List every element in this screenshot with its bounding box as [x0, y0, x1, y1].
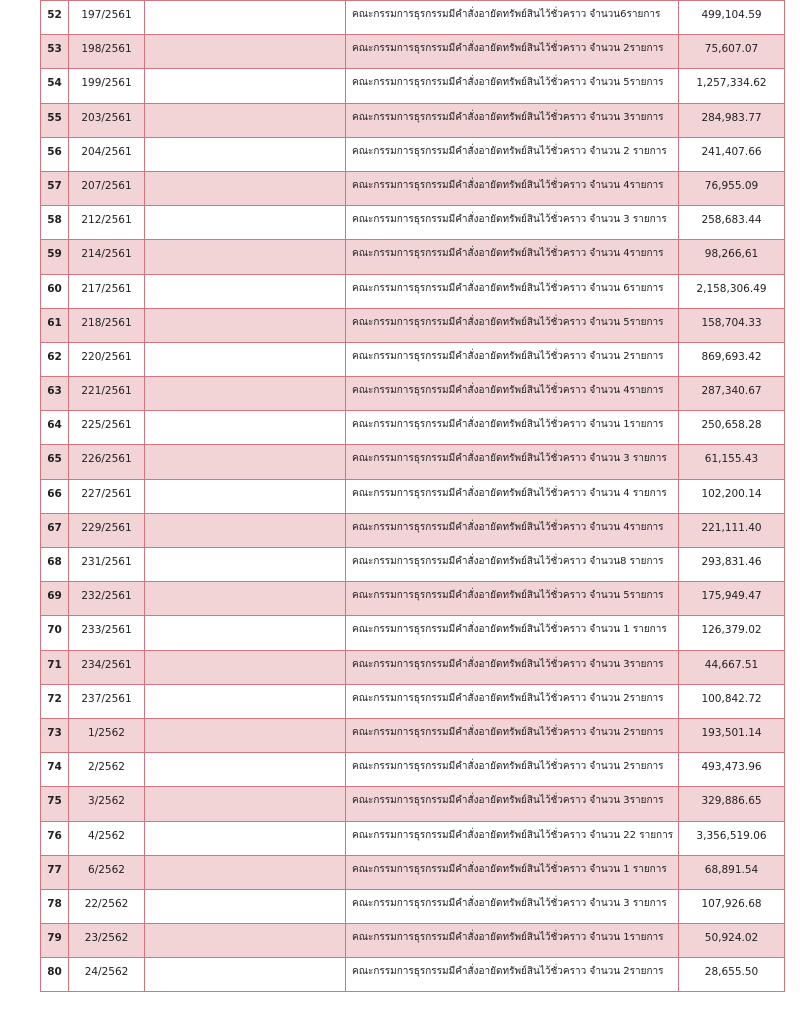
case-reference-cell [69, 582, 145, 616]
frozen-amount-cell [679, 924, 785, 958]
frozen-amount-cell [679, 616, 785, 650]
order-description-cell [346, 650, 679, 684]
case-reference: 212/2561 [81, 214, 132, 227]
case-reference-cell [69, 274, 145, 308]
case-reference-cell [69, 103, 145, 137]
frozen-amount-cell [679, 684, 785, 718]
row-number-cell [41, 548, 69, 582]
table-row [41, 342, 785, 376]
empty-cell-cell [145, 958, 346, 992]
frozen-amount-cell [679, 69, 785, 103]
row-number-cell [41, 753, 69, 787]
frozen-amount-cell [679, 787, 785, 821]
case-reference-cell [69, 377, 145, 411]
order-description-cell [346, 206, 679, 240]
order-description-cell [346, 342, 679, 376]
order-description: คณะกรรมการธุรกรรมมีคำสั่งอายัดทรัพย์สินไว้ชั่วคราว จำนวน 2รายการ [352, 43, 664, 55]
row-number: 63 [47, 385, 62, 398]
frozen-amount-cell [679, 240, 785, 274]
table-row [41, 753, 785, 787]
frozen-amount-cell [679, 137, 785, 171]
case-reference-cell [69, 513, 145, 547]
case-reference-cell [69, 1, 145, 35]
row-number: 77 [47, 863, 62, 876]
order-description: คณะกรรมการธุรกรรมมีคำสั่งอายัดทรัพย์สินไว้ชั่วคราว จำนวน 3รายการ [352, 111, 664, 123]
row-number-cell [41, 582, 69, 616]
order-description: คณะกรรมการธุรกรรมมีคำสั่งอายัดทรัพย์สินไว้ชั่วคราว จำนวน 5รายการ [352, 77, 664, 89]
frozen-amount: 102,200.14 [701, 487, 762, 500]
case-reference-cell [69, 548, 145, 582]
order-description-cell [346, 787, 679, 821]
case-reference: 199/2561 [81, 77, 132, 90]
case-reference-cell [69, 206, 145, 240]
case-reference-cell [69, 411, 145, 445]
frozen-amount: 329,886.65 [701, 795, 762, 808]
row-number-cell [41, 889, 69, 923]
frozen-amount: 3,356,519.06 [696, 829, 767, 842]
order-description: คณะกรรมการธุรกรรมมีคำสั่งอายัดทรัพย์สินไว้ชั่วคราว จำนวน 3รายการ [352, 795, 664, 807]
table-row [41, 821, 785, 855]
frozen-amount: 98,266,61 [704, 248, 759, 261]
table-row [41, 582, 785, 616]
table-body [41, 1, 785, 992]
order-description: คณะกรรมการธุรกรรมมีคำสั่งอายัดทรัพย์สินไว้ชั่วคราว จำนวน6รายการ [352, 9, 661, 20]
frozen-amount-cell [679, 718, 785, 752]
empty-cell-cell [145, 377, 346, 411]
order-description-cell [346, 479, 679, 513]
frozen-amount-cell [679, 35, 785, 69]
case-reference-cell [69, 342, 145, 376]
row-number: 60 [47, 282, 62, 295]
row-number: 78 [47, 897, 62, 910]
case-reference: 237/2561 [81, 692, 132, 705]
row-number: 53 [47, 43, 62, 56]
empty-cell-cell [145, 889, 346, 923]
empty-cell-cell [145, 821, 346, 855]
row-number: 76 [47, 829, 62, 842]
empty-cell-cell [145, 684, 346, 718]
case-reference: 203/2561 [81, 111, 132, 124]
frozen-amount: 107,926.68 [701, 897, 762, 910]
frozen-amount: 2,158,306.49 [696, 282, 767, 295]
frozen-amount: 175,949.47 [701, 590, 762, 603]
order-description-cell [346, 958, 679, 992]
table-row [41, 240, 785, 274]
table-row [41, 445, 785, 479]
empty-cell-cell [145, 69, 346, 103]
frozen-amount: 193,501.14 [701, 726, 762, 739]
order-description-cell [346, 69, 679, 103]
frozen-amount-cell [679, 274, 785, 308]
case-reference-cell [69, 855, 145, 889]
empty-cell-cell [145, 548, 346, 582]
empty-cell-cell [145, 1, 346, 35]
case-reference-cell [69, 718, 145, 752]
case-reference: 3/2562 [88, 795, 125, 808]
frozen-amount: 221,111.40 [701, 521, 762, 534]
empty-cell-cell [145, 308, 346, 342]
frozen-amount-cell [679, 377, 785, 411]
empty-cell-cell [145, 274, 346, 308]
order-description: คณะกรรมการธุรกรรมมีคำสั่งอายัดทรัพย์สินไว้ชั่วคราว จำนวน 2รายการ [352, 726, 664, 738]
case-reference: 220/2561 [81, 350, 132, 363]
row-number: 72 [47, 692, 62, 705]
table-row [41, 958, 785, 992]
case-reference-cell [69, 753, 145, 787]
order-description: คณะกรรมการธุรกรรมมีคำสั่งอายัดทรัพย์สินไว้ชั่วคราว จำนวน 3 รายการ [352, 214, 667, 226]
case-reference: 232/2561 [81, 590, 132, 603]
table-row [41, 616, 785, 650]
row-number: 62 [47, 350, 62, 363]
case-reference: 227/2561 [81, 487, 132, 500]
empty-cell-cell [145, 342, 346, 376]
case-reference: 198/2561 [81, 43, 132, 56]
case-reference: 2/2562 [88, 761, 125, 774]
row-number: 59 [47, 248, 62, 261]
order-description: คณะกรรมการธุรกรรมมีคำสั่งอายัดทรัพย์สินไว้ชั่วคราว จำนวน 3 รายการ [352, 453, 667, 465]
frozen-amount-cell [679, 513, 785, 547]
case-reference: 6/2562 [88, 863, 125, 876]
empty-cell-cell [145, 924, 346, 958]
row-number-cell [41, 171, 69, 205]
row-number: 69 [47, 590, 62, 603]
row-number-cell [41, 924, 69, 958]
row-number-cell [41, 958, 69, 992]
table-row [41, 548, 785, 582]
order-description: คณะกรรมการธุรกรรมมีคำสั่งอายัดทรัพย์สินไว้ชั่วคราว จำนวน 2รายการ [352, 966, 664, 978]
order-description-cell [346, 718, 679, 752]
case-reference-cell [69, 821, 145, 855]
frozen-amount: 258,683.44 [701, 214, 762, 227]
order-description: คณะกรรมการธุรกรรมมีคำสั่งอายัดทรัพย์สินไว้ชั่วคราว จำนวน 6รายการ [352, 282, 664, 294]
order-description: คณะกรรมการธุรกรรมมีคำสั่งอายัดทรัพย์สินไว้ชั่วคราว จำนวน 5รายการ [352, 590, 664, 602]
table-row [41, 684, 785, 718]
row-number-cell [41, 684, 69, 718]
case-reference-cell [69, 69, 145, 103]
frozen-amount: 241,407.66 [701, 145, 762, 158]
row-number: 65 [47, 453, 62, 466]
case-reference-cell [69, 958, 145, 992]
case-reference: 231/2561 [81, 556, 132, 568]
case-reference: 225/2561 [81, 419, 132, 432]
row-number-cell [41, 35, 69, 69]
case-reference-cell [69, 787, 145, 821]
empty-cell-cell [145, 171, 346, 205]
case-reference-cell [69, 445, 145, 479]
row-number-cell [41, 787, 69, 821]
order-description-cell [346, 582, 679, 616]
frozen-amount-cell [679, 582, 785, 616]
row-number: 58 [47, 214, 62, 227]
order-description: คณะกรรมการธุรกรรมมีคำสั่งอายัดทรัพย์สินไว้ชั่วคราว จำนวน 4 รายการ [352, 487, 667, 499]
case-reference: 204/2561 [81, 145, 132, 158]
row-number: 57 [47, 179, 62, 192]
order-description-cell [346, 137, 679, 171]
empty-cell-cell [145, 103, 346, 137]
order-description: คณะกรรมการธุรกรรมมีคำสั่งอายัดทรัพย์สินไว้ชั่วคราว จำนวน 22 รายการ [352, 829, 674, 841]
frozen-amount-cell [679, 958, 785, 992]
row-number: 55 [47, 111, 62, 124]
order-description-cell [346, 753, 679, 787]
order-description: คณะกรรมการธุรกรรมมีคำสั่งอายัดทรัพย์สินไว้ชั่วคราว จำนวน 3รายการ [352, 658, 664, 670]
order-description: คณะกรรมการธุรกรรมมีคำสั่งอายัดทรัพย์สินไว้ชั่วคราว จำนวน 5รายการ [352, 316, 664, 328]
frozen-amount-cell [679, 548, 785, 582]
frozen-amount: 28,655.50 [704, 966, 759, 979]
frozen-amount: 293,831.46 [701, 556, 762, 568]
order-description: คณะกรรมการธุรกรรมมีคำสั่งอายัดทรัพย์สินไว้ชั่วคราว จำนวน 2 รายการ [352, 145, 667, 157]
row-number: 71 [47, 658, 62, 671]
row-number-cell [41, 855, 69, 889]
table-row [41, 855, 785, 889]
case-reference: 23/2562 [84, 932, 129, 945]
frozen-amount-cell [679, 103, 785, 137]
table-row [41, 411, 785, 445]
row-number-cell [41, 411, 69, 445]
frozen-amount: 250,658.28 [701, 419, 762, 432]
frozen-amount: 1,257,334.62 [696, 77, 767, 90]
row-number-cell [41, 103, 69, 137]
table-row [41, 479, 785, 513]
frozen-amount: 869,693.42 [701, 350, 762, 363]
table-row [41, 650, 785, 684]
case-reference: 207/2561 [81, 179, 132, 192]
case-reference-cell [69, 616, 145, 650]
frozen-amount-cell [679, 445, 785, 479]
case-reference: 217/2561 [81, 282, 132, 295]
row-number: 54 [47, 77, 62, 90]
table-row [41, 1, 785, 35]
row-number: 68 [47, 556, 62, 568]
order-description: คณะกรรมการธุรกรรมมีคำสั่งอายัดทรัพย์สินไว้ชั่วคราว จำนวน 4รายการ [352, 521, 664, 533]
row-number: 64 [47, 419, 62, 432]
table-row [41, 718, 785, 752]
order-description-cell [346, 889, 679, 923]
case-reference-cell [69, 35, 145, 69]
case-reference-cell [69, 240, 145, 274]
table-row [41, 924, 785, 958]
row-number-cell [41, 206, 69, 240]
case-reference-cell [69, 308, 145, 342]
row-number-cell [41, 445, 69, 479]
case-reference: 226/2561 [81, 453, 132, 466]
case-reference: 22/2562 [84, 897, 129, 910]
frozen-amount: 50,924.02 [704, 932, 759, 945]
row-number: 75 [47, 795, 62, 808]
order-description: คณะกรรมการธุรกรรมมีคำสั่งอายัดทรัพย์สินไว้ชั่วคราว จำนวน 4รายการ [352, 248, 664, 260]
order-description-cell [346, 274, 679, 308]
empty-cell-cell [145, 479, 346, 513]
table-row [41, 69, 785, 103]
frozen-amount-cell [679, 855, 785, 889]
table-row [41, 274, 785, 308]
case-reference: 197/2561 [81, 9, 132, 21]
table-row [41, 377, 785, 411]
order-description: คณะกรรมการธุรกรรมมีคำสั่งอายัดทรัพย์สินไว้ชั่วคราว จำนวน 1 รายการ [352, 624, 667, 636]
order-description-cell [346, 308, 679, 342]
order-description: คณะกรรมการธุรกรรมมีคำสั่งอายัดทรัพย์สินไว้ชั่วคราว จำนวน 1รายการ [352, 932, 664, 944]
row-number-cell [41, 274, 69, 308]
frozen-amount-cell [679, 342, 785, 376]
row-number: 61 [47, 316, 62, 329]
empty-cell-cell [145, 616, 346, 650]
row-number-cell [41, 342, 69, 376]
empty-cell-cell [145, 753, 346, 787]
table-row [41, 137, 785, 171]
row-number: 74 [47, 761, 62, 774]
order-description-cell [346, 445, 679, 479]
empty-cell-cell [145, 240, 346, 274]
order-description-cell [346, 411, 679, 445]
frozen-amount: 68,891.54 [704, 863, 759, 876]
empty-cell-cell [145, 855, 346, 889]
empty-cell-cell [145, 582, 346, 616]
order-description: คณะกรรมการธุรกรรมมีคำสั่งอายัดทรัพย์สินไว้ชั่วคราว จำนวน8 รายการ [352, 556, 664, 567]
table-row [41, 35, 785, 69]
row-number: 79 [47, 932, 62, 945]
frozen-amount: 158,704.33 [701, 316, 762, 329]
row-number: 80 [47, 966, 62, 979]
frozen-amount-cell [679, 206, 785, 240]
frozen-amount: 126,379.02 [701, 624, 762, 637]
row-number: 73 [47, 726, 62, 739]
order-description-cell [346, 821, 679, 855]
order-description: คณะกรรมการธุรกรรมมีคำสั่งอายัดทรัพย์สินไว้ชั่วคราว จำนวน 2รายการ [352, 761, 664, 773]
case-reference-cell [69, 684, 145, 718]
case-reference: 1/2562 [88, 726, 125, 739]
case-reference: 24/2562 [84, 966, 129, 979]
order-description-cell [346, 377, 679, 411]
order-description-cell [346, 1, 679, 35]
frozen-amount-cell [679, 479, 785, 513]
empty-cell-cell [145, 787, 346, 821]
case-reference-cell [69, 171, 145, 205]
frozen-amount-cell [679, 753, 785, 787]
row-number: 56 [47, 145, 62, 158]
empty-cell-cell [145, 650, 346, 684]
order-description-cell [346, 855, 679, 889]
order-description-cell [346, 103, 679, 137]
row-number-cell [41, 308, 69, 342]
frozen-amount: 100,842.72 [701, 692, 762, 705]
case-reference: 234/2561 [81, 658, 132, 671]
case-reference: 218/2561 [81, 316, 132, 329]
row-number-cell [41, 821, 69, 855]
order-description-cell [346, 513, 679, 547]
case-reference-cell [69, 889, 145, 923]
order-description: คณะกรรมการธุรกรรมมีคำสั่งอายัดทรัพย์สินไว้ชั่วคราว จำนวน 2รายการ [352, 350, 664, 362]
order-description: คณะกรรมการธุรกรรมมีคำสั่งอายัดทรัพย์สินไว้ชั่วคราว จำนวน 1 รายการ [352, 863, 667, 875]
empty-cell-cell [145, 445, 346, 479]
frozen-amount: 287,340.67 [701, 385, 762, 398]
row-number-cell [41, 69, 69, 103]
case-reference-cell [69, 479, 145, 513]
frozen-amount-cell [679, 308, 785, 342]
row-number-cell [41, 479, 69, 513]
row-number: 67 [47, 521, 62, 534]
row-number: 52 [47, 9, 62, 21]
empty-cell-cell [145, 137, 346, 171]
frozen-amount: 284,983.77 [701, 111, 762, 124]
empty-cell-cell [145, 35, 346, 69]
row-number-cell [41, 1, 69, 35]
empty-cell-cell [145, 411, 346, 445]
frozen-amount: 44,667.51 [704, 658, 759, 671]
case-reference-cell [69, 924, 145, 958]
case-reference: 214/2561 [81, 248, 132, 261]
order-description: คณะกรรมการธุรกรรมมีคำสั่งอายัดทรัพย์สินไว้ชั่วคราว จำนวน 2รายการ [352, 692, 664, 704]
row-number-cell [41, 650, 69, 684]
order-description-cell [346, 240, 679, 274]
table-row [41, 787, 785, 821]
order-description: คณะกรรมการธุรกรรมมีคำสั่งอายัดทรัพย์สินไว้ชั่วคราว จำนวน 1รายการ [352, 419, 664, 431]
frozen-amount-cell [679, 1, 785, 35]
row-number-cell [41, 718, 69, 752]
table-row [41, 513, 785, 547]
order-description: คณะกรรมการธุรกรรมมีคำสั่งอายัดทรัพย์สินไว้ชั่วคราว จำนวน 4รายการ [352, 385, 664, 397]
order-description-cell [346, 924, 679, 958]
order-description: คณะกรรมการธุรกรรมมีคำสั่งอายัดทรัพย์สินไว้ชั่วคราว จำนวน 4รายการ [352, 179, 664, 191]
asset-freeze-table [40, 0, 785, 992]
empty-cell-cell [145, 513, 346, 547]
frozen-amount: 493,473.96 [701, 761, 762, 774]
row-number-cell [41, 377, 69, 411]
table-row [41, 171, 785, 205]
frozen-amount-cell [679, 650, 785, 684]
frozen-amount: 499,104.59 [701, 9, 762, 21]
row-number-cell [41, 240, 69, 274]
empty-cell-cell [145, 206, 346, 240]
table-row [41, 308, 785, 342]
frozen-amount-cell [679, 889, 785, 923]
row-number: 66 [47, 487, 62, 500]
row-number: 70 [47, 624, 62, 637]
case-reference: 4/2562 [88, 829, 125, 842]
order-description-cell [346, 35, 679, 69]
frozen-amount: 61,155.43 [704, 453, 759, 466]
row-number-cell [41, 616, 69, 650]
order-description-cell [346, 616, 679, 650]
order-description: คณะกรรมการธุรกรรมมีคำสั่งอายัดทรัพย์สินไว้ชั่วคราว จำนวน 3 รายการ [352, 897, 667, 909]
empty-cell-cell [145, 718, 346, 752]
frozen-amount-cell [679, 171, 785, 205]
order-description-cell [346, 548, 679, 582]
table-row [41, 889, 785, 923]
table-row [41, 206, 785, 240]
table-row [41, 103, 785, 137]
frozen-amount-cell [679, 821, 785, 855]
case-reference: 221/2561 [81, 385, 132, 398]
row-number-cell [41, 137, 69, 171]
row-number-cell [41, 513, 69, 547]
case-reference-cell [69, 137, 145, 171]
frozen-amount: 76,955.09 [704, 179, 759, 192]
case-reference: 233/2561 [81, 624, 132, 637]
frozen-amount-cell [679, 411, 785, 445]
case-reference-cell [69, 650, 145, 684]
order-description-cell [346, 171, 679, 205]
case-reference: 229/2561 [81, 521, 132, 534]
order-description-cell [346, 684, 679, 718]
frozen-amount: 75,607.07 [704, 43, 759, 56]
